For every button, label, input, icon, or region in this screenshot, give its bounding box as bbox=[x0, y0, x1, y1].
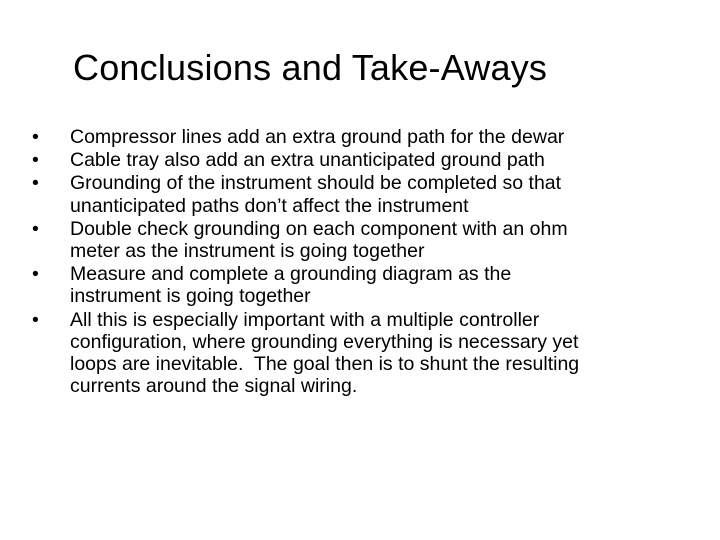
bullet-text: Grounding of the instrument should be completed so that unanticipated paths don’t affect the instrument bbox=[70, 172, 562, 217]
bullet-dot-icon: • bbox=[32, 126, 39, 148]
bullet-text: Cable tray also add an extra unanticipated ground path bbox=[70, 149, 545, 172]
bullet-text: Measure and complete a grounding diagram as the instrument is going together bbox=[70, 263, 512, 308]
bullet-dot-icon: • bbox=[32, 217, 39, 240]
bullet-dot-icon: • bbox=[32, 149, 39, 172]
list-item bbox=[30, 309, 690, 398]
bullet-text: All this is especially important with a multiple controller configuration, where grounding everything is necessary yet loops are inevitable. The goal then is to shunt the resulting currents around the signal wiring. bbox=[70, 308, 580, 398]
bullet-dot-icon: • bbox=[32, 172, 39, 195]
bullet-dot-icon: • bbox=[32, 308, 39, 331]
bullet-list bbox=[30, 126, 690, 398]
list-item bbox=[30, 263, 690, 307]
list-item bbox=[30, 172, 690, 216]
bullet-text: Double check grounding on each component with an ohm meter as the instrument is going together bbox=[70, 217, 568, 263]
list-item bbox=[30, 149, 690, 171]
list-item bbox=[30, 126, 690, 148]
bullet-text: Compressor lines add an extra ground path for the dewar bbox=[70, 126, 565, 148]
bullet-dot-icon: • bbox=[32, 263, 39, 286]
slide-title: Conclusions and Take-Aways bbox=[73, 47, 548, 88]
list-item bbox=[30, 218, 690, 262]
